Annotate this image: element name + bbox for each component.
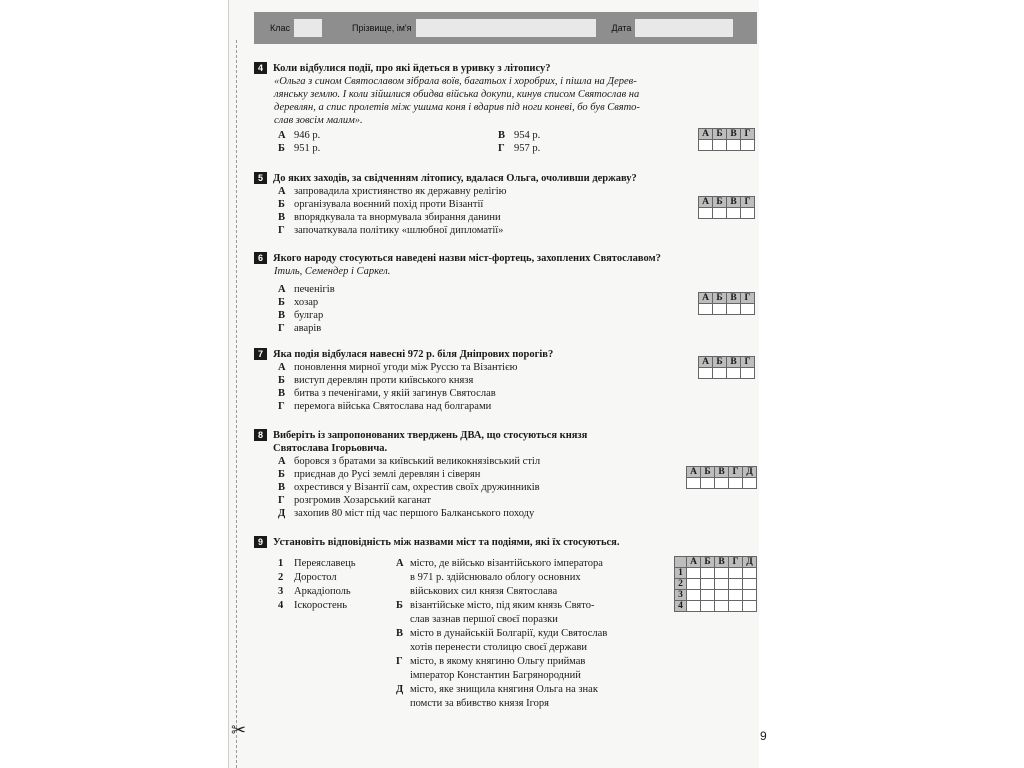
answer-cell[interactable]	[727, 304, 741, 315]
question-quote: Ітиль, Семендер і Саркел.	[274, 266, 391, 277]
student-info-header	[254, 12, 757, 44]
event-line: місто, в якому княгиню Ольгу приймав	[410, 656, 586, 667]
option-letter: В	[278, 482, 286, 493]
option-text: започаткувала політику «шлюбної дипломатії»	[294, 225, 504, 236]
question-number: 8	[254, 429, 267, 441]
events-list	[396, 557, 666, 711]
grid-row-header: 1	[675, 568, 687, 579]
date-label: Дата	[611, 23, 632, 33]
answer-cell[interactable]	[701, 601, 715, 612]
grid-header: Г	[741, 357, 755, 368]
option-text: організувала воєнний похід проти Візантії	[294, 199, 484, 210]
option-text: 957 р.	[514, 143, 541, 154]
city-item	[278, 557, 388, 571]
quote-line: лянську землю. І коли зійшлися обидва війська докупи, кинув списом Святослав на	[274, 89, 640, 100]
answer-cell[interactable]	[701, 478, 715, 489]
answer-grid-9	[674, 556, 757, 612]
item-text: Аркадіополь	[294, 586, 351, 597]
scissors-icon: ✂	[231, 720, 247, 740]
event-line: візантійське місто, під яким князь Свято-	[410, 600, 595, 611]
option-letter: Г	[278, 225, 285, 236]
question-8	[254, 429, 724, 520]
option-text: боровся з братами за київський великокнязівський стіл	[294, 456, 541, 467]
event-item	[396, 627, 666, 655]
answer-cell[interactable]	[715, 579, 729, 590]
option	[278, 211, 724, 224]
class-field[interactable]	[294, 19, 322, 37]
grid-header: Б	[713, 357, 727, 368]
option-letter: Б	[278, 143, 285, 154]
option	[278, 374, 724, 387]
answer-cell[interactable]	[729, 601, 743, 612]
event-item	[396, 655, 666, 683]
grid-header: Б	[713, 129, 727, 140]
answer-cell[interactable]	[715, 478, 729, 489]
item-number: 4	[278, 600, 284, 611]
grid-header: А	[699, 293, 713, 304]
option-letter: Г	[278, 495, 285, 506]
question-number: 7	[254, 348, 267, 360]
answer-cell[interactable]	[741, 368, 755, 379]
option-text: запровадила християнство як державну релігію	[294, 186, 507, 197]
answer-cell[interactable]	[715, 601, 729, 612]
option	[278, 185, 724, 198]
answer-cell[interactable]	[741, 208, 755, 219]
surname-label: Прізвище, ім'я	[352, 23, 412, 33]
grid-header: В	[727, 129, 741, 140]
option	[278, 481, 724, 494]
answer-cell[interactable]	[699, 304, 713, 315]
option	[278, 387, 724, 400]
option	[278, 322, 724, 335]
answer-cell[interactable]	[743, 478, 757, 489]
option-letter: В	[278, 310, 286, 321]
page-number: 9	[760, 729, 767, 743]
option-text: булгар	[294, 310, 324, 321]
option-text: 946 р.	[294, 130, 321, 141]
answer-cell[interactable]	[701, 568, 715, 579]
option-text: печенігів	[294, 284, 335, 295]
question-number: 4	[254, 62, 267, 74]
option-letter: Г	[278, 401, 285, 412]
answer-cell[interactable]	[729, 478, 743, 489]
answer-cell[interactable]	[687, 590, 701, 601]
option-letter: А	[278, 186, 286, 197]
option	[498, 142, 618, 155]
answer-grid-6	[698, 292, 755, 315]
event-line: помсти за вбивство князя Ігоря	[410, 698, 549, 709]
option	[278, 494, 724, 507]
answer-cell[interactable]	[741, 304, 755, 315]
item-number: 1	[278, 558, 284, 569]
option-text: охрестився у Візантії сам, охрестив своїх дружинників	[294, 482, 540, 493]
city-item	[278, 585, 388, 599]
event-line: слав зазнав першої своєї поразки	[410, 614, 558, 625]
grid-header: В	[715, 467, 729, 478]
option-text: битва з печенігами, у якій загинув Святослав	[294, 388, 496, 399]
grid-header: Г	[741, 197, 755, 208]
item-text: Іскоростень	[294, 600, 348, 611]
option-letter: В	[278, 212, 286, 223]
event-line: хотів перенести столицю своєї держави	[410, 642, 588, 653]
grid-row-header: 2	[675, 579, 687, 590]
event-line: місто, яке знищила княгиня Ольга на знак	[410, 684, 598, 695]
question-text: Якого народу стосуються наведені назви міст-фортець, захоплених Святославом?	[273, 253, 661, 264]
answer-cell[interactable]	[687, 478, 701, 489]
answer-cell[interactable]	[687, 601, 701, 612]
option-letter: Г	[278, 323, 285, 334]
event-line: військових сил князя Святослава	[410, 586, 558, 597]
answer-cell[interactable]	[713, 304, 727, 315]
option	[278, 507, 724, 520]
option-text: поновлення мирної угоди між Руссю та Візантією	[294, 362, 518, 373]
date-field[interactable]	[635, 19, 733, 37]
grid-row-header: 4	[675, 601, 687, 612]
option-letter: Б	[278, 297, 285, 308]
question-text: Яка подія відбулася навесні 972 р. біля Дніпрових порогів?	[273, 349, 554, 360]
answer-grid-8	[686, 466, 757, 489]
option-text: хозар	[294, 297, 319, 308]
grid-header: Д	[743, 467, 757, 478]
grid-header: А	[699, 357, 713, 368]
answer-cell[interactable]	[729, 590, 743, 601]
option	[278, 198, 724, 211]
option-letter: Д	[396, 684, 404, 695]
option	[278, 400, 724, 413]
grid-header: Б	[701, 467, 715, 478]
option-text: перемога війська Святослава над болгарами	[294, 401, 492, 412]
answer-cell[interactable]	[687, 579, 701, 590]
option	[278, 455, 724, 468]
item-text: Доростол	[294, 572, 337, 583]
grid-header: В	[727, 357, 741, 368]
answer-cell[interactable]	[743, 601, 757, 612]
options	[254, 361, 724, 413]
grid-row-header: 3	[675, 590, 687, 601]
answer-cell[interactable]	[743, 590, 757, 601]
grid-header: Б	[713, 293, 727, 304]
question-number: 5	[254, 172, 267, 184]
answer-cell[interactable]	[701, 579, 715, 590]
answer-cell[interactable]	[743, 568, 757, 579]
option-text: виступ деревлян проти київського князя	[294, 375, 474, 386]
question-number: 6	[254, 252, 267, 264]
option-text: 954 р.	[514, 130, 541, 141]
grid-header: Г	[729, 467, 743, 478]
grid-header: В	[715, 557, 729, 568]
option	[498, 129, 618, 142]
question-6	[254, 252, 724, 335]
option	[278, 283, 724, 296]
options	[254, 129, 724, 155]
item-number: 2	[278, 572, 284, 583]
grid-header: А	[687, 557, 701, 568]
answer-cell[interactable]	[699, 140, 713, 151]
answer-cell[interactable]	[713, 368, 727, 379]
question-text: Виберіть із запропонованих тверджень ДВА, що стосуються князя	[273, 430, 588, 441]
event-line: в 971 р. здійснювало облогу основних	[410, 572, 581, 583]
grid-header: А	[699, 197, 713, 208]
answer-cell[interactable]	[699, 368, 713, 379]
event-item	[396, 557, 666, 599]
option-letter: Б	[278, 375, 285, 386]
answer-grid-4	[698, 128, 755, 151]
answer-cell[interactable]	[713, 140, 727, 151]
question-text: До яких заходів, за свідченням літопису, вдалася Ольга, очоливши державу?	[273, 173, 637, 184]
options	[254, 283, 724, 335]
answer-cell[interactable]	[727, 208, 741, 219]
option-letter: А	[278, 456, 286, 467]
question-9	[254, 536, 724, 549]
option	[278, 468, 724, 481]
option	[278, 361, 724, 374]
option	[278, 309, 724, 322]
options	[254, 455, 724, 520]
option	[278, 142, 498, 155]
event-line: імператор Константин Багрянородний	[410, 670, 581, 681]
option-text: захопив 80 міст під час першого Балканського походу	[294, 508, 535, 519]
answer-grid-5	[698, 196, 755, 219]
option-letter: В	[498, 130, 506, 141]
grid-corner	[675, 557, 687, 568]
city-item	[278, 571, 388, 585]
question-7	[254, 348, 724, 413]
answer-cell[interactable]	[727, 140, 741, 151]
option-text: 951 р.	[294, 143, 321, 154]
option-letter: А	[396, 558, 404, 569]
quote-line: «Ольга з сином Святославом зібрала воїв, багатьох і хоробрих, і пішла на Дерев-	[274, 76, 637, 87]
answer-cell[interactable]	[729, 579, 743, 590]
answer-grid-7	[698, 356, 755, 379]
option-letter: Б	[396, 600, 403, 611]
answer-cell[interactable]	[713, 208, 727, 219]
grid-header: Б	[701, 557, 715, 568]
options	[254, 185, 724, 237]
option-letter: Д	[278, 508, 286, 519]
option-text: аварів	[294, 323, 322, 334]
answer-cell[interactable]	[715, 568, 729, 579]
answer-cell[interactable]	[727, 368, 741, 379]
answer-cell[interactable]	[687, 568, 701, 579]
option-letter: А	[278, 362, 286, 373]
option-letter: Б	[278, 199, 285, 210]
question-4	[254, 62, 724, 155]
option-letter: В	[396, 628, 404, 639]
cities-list	[278, 557, 388, 613]
answer-cell[interactable]	[729, 568, 743, 579]
event-item	[396, 683, 666, 711]
option-text: впорядкувала та внормувала збирання данини	[294, 212, 501, 223]
grid-header: Г	[729, 557, 743, 568]
answer-cell[interactable]	[741, 140, 755, 151]
question-text: Коли відбулися події, про які йдеться в уривку з літопису?	[273, 63, 551, 74]
option-letter: А	[278, 130, 286, 141]
question-number: 9	[254, 536, 267, 548]
grid-header: В	[727, 293, 741, 304]
item-text: Переяславець	[294, 558, 356, 569]
surname-field[interactable]	[416, 19, 596, 37]
cut-line	[236, 40, 237, 768]
option-text: приєднав до Русі землі деревлян і сіверян	[294, 469, 481, 480]
event-line: місто, де військо візантійського імператора	[410, 558, 603, 569]
option	[278, 129, 498, 142]
answer-cell[interactable]	[715, 590, 729, 601]
option-letter: А	[278, 284, 286, 295]
event-item	[396, 599, 666, 627]
grid-header: Г	[741, 293, 755, 304]
option-letter: Г	[396, 656, 403, 667]
grid-header: Г	[741, 129, 755, 140]
grid-header: Б	[713, 197, 727, 208]
answer-cell[interactable]	[701, 590, 715, 601]
grid-header: А	[699, 129, 713, 140]
grid-header: А	[687, 467, 701, 478]
option	[278, 296, 724, 309]
answer-cell[interactable]	[699, 208, 713, 219]
answer-cell[interactable]	[743, 579, 757, 590]
quote-line: деревлян, а спис пролетів між ушима коня і вдарив під ноги коневі, бо був Свято-	[274, 102, 640, 113]
question-5	[254, 172, 724, 237]
city-item	[278, 599, 388, 613]
class-label: Клас	[270, 23, 290, 33]
option-letter: В	[278, 388, 286, 399]
grid-header: Д	[743, 557, 757, 568]
question-text-cont: Святослава Ігорьовича.	[273, 443, 388, 454]
question-text: Установіть відповідність між назвами міст та подіями, які їх стосуються.	[273, 537, 620, 548]
option	[278, 224, 724, 237]
option-text: розгромив Хозарський каганат	[294, 495, 431, 506]
grid-header: В	[727, 197, 741, 208]
option-letter: Г	[498, 143, 505, 154]
item-number: 3	[278, 586, 284, 597]
option-letter: Б	[278, 469, 285, 480]
question-quote	[254, 75, 724, 127]
event-line: місто в дунайській Болгарії, куди Святослав	[410, 628, 608, 639]
quote-line: слав зовсім малим».	[274, 115, 363, 126]
